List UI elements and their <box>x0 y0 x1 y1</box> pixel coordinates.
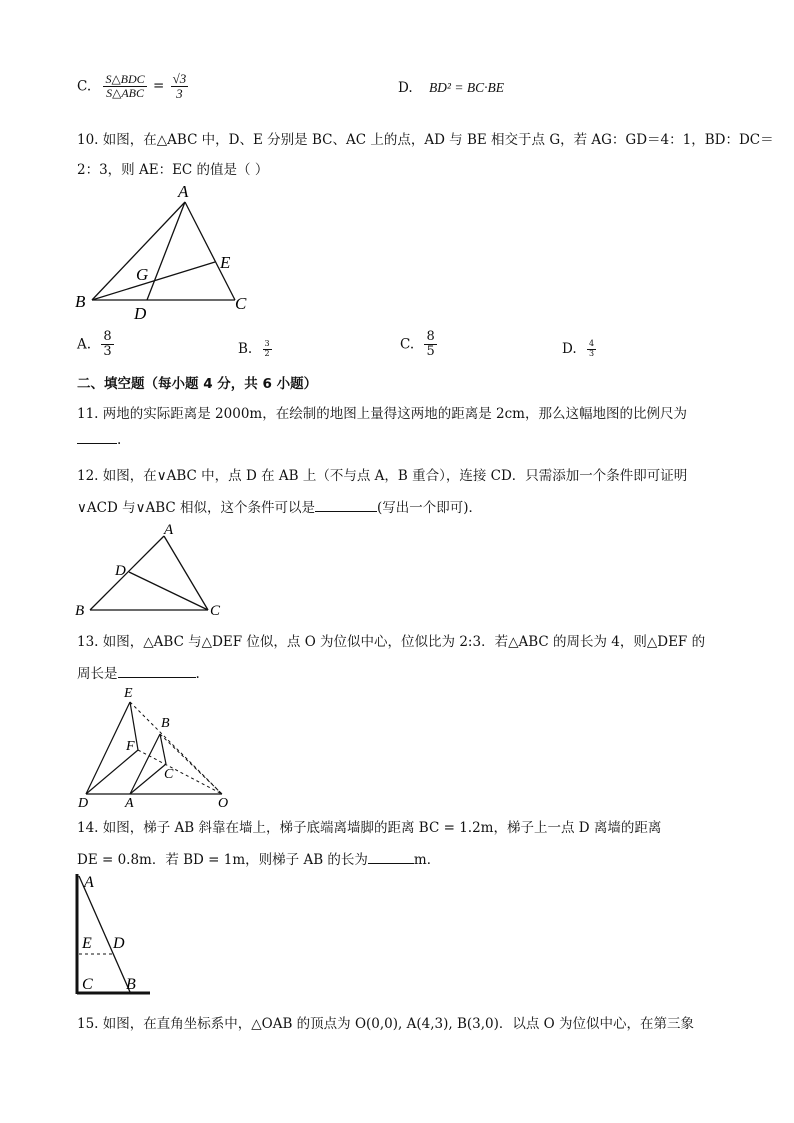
ladder-ab <box>79 876 130 992</box>
fraction-numerator: 4 <box>588 339 595 348</box>
q12-triangle-figure <box>72 518 232 618</box>
fraction-numerator: 3 <box>264 339 270 348</box>
option-label: D. <box>562 340 577 357</box>
period: . <box>117 432 122 448</box>
label-g: G <box>136 265 149 284</box>
q10-option-c <box>400 330 437 360</box>
fraction-numerator: √3 <box>172 71 187 86</box>
q14-ladder-figure <box>70 868 160 1000</box>
label-d: D <box>115 563 126 579</box>
q13-text-line2 <box>77 662 200 682</box>
label-d: D <box>134 304 147 323</box>
option-label: D. <box>398 80 413 96</box>
option-fraction <box>587 340 596 359</box>
side-ab <box>90 536 164 610</box>
q10-option-b <box>238 340 272 359</box>
q14-text-line2 <box>77 848 440 868</box>
q13-homothety-figure <box>72 682 242 810</box>
label-b: B <box>161 716 170 731</box>
label-a: A <box>178 182 189 201</box>
sqrt3-over-3-fraction <box>171 72 189 102</box>
option-fraction <box>263 340 272 359</box>
label-b: B <box>75 292 86 311</box>
area-ratio-fraction <box>103 73 146 100</box>
label-c: C <box>82 976 93 993</box>
fraction-denominator: 3 <box>103 344 112 360</box>
label-a: A <box>84 874 94 891</box>
option-fraction <box>101 330 113 360</box>
q12-text-part: ∨ACD 与∨ABC 相似，这个条件可以是 <box>77 500 315 516</box>
segment-ad <box>147 202 185 300</box>
q15-text-line1: 15. 如图，在直角坐标系中，△OAB 的顶点为 O(0,0), A(4,3), B(3,0)．以点 O 为位似中心，在第三象 <box>77 1016 695 1032</box>
side-ac <box>185 202 235 300</box>
q10-triangle-figure <box>70 182 260 324</box>
q9-option-c <box>77 72 188 102</box>
fraction-denominator: 2 <box>264 348 270 358</box>
side-de <box>86 702 130 794</box>
label-d: D <box>78 796 89 810</box>
ray-ob <box>160 734 222 794</box>
q10-option-d <box>562 340 596 359</box>
option-fraction <box>424 330 436 360</box>
fraction-numerator: S△BDC <box>105 72 145 87</box>
q9-option-d <box>398 80 504 96</box>
fraction-denominator: 5 <box>426 344 435 360</box>
label-a: A <box>125 796 134 810</box>
q12-text-line1: 12. 如图，在∨ABC 中，点 D 在 AB 上（不与点 A，B 重合），连接 CD．只需添加一个条件即可证明 <box>77 468 688 484</box>
period: . <box>195 666 200 682</box>
q10-text-line2: 2：3，则 AE：EC 的值是（ ） <box>77 162 269 178</box>
q14-text-part: DE = 0.8m．若 BD = 1m，则梯子 AB 的长为 <box>77 852 368 868</box>
label-c: C <box>210 603 221 618</box>
q11-text-line1: 11. 两地的实际距离是 2000m，在绘制的地图上量得这两地的距离是 2cm，那么这幅地图的比例尺为 <box>77 406 687 422</box>
option-label: A. <box>77 336 92 353</box>
side-ac <box>130 764 166 794</box>
q12-text-line2 <box>77 496 482 516</box>
q10-option-a <box>77 330 114 360</box>
fraction-denominator: 3 <box>588 348 595 358</box>
answer-blank[interactable] <box>315 511 377 512</box>
q12-text-part: (写出一个即可)． <box>377 500 483 516</box>
section-heading: 二、填空题（每小题 4 分，共 6 小题） <box>77 376 318 392</box>
q14-text-part: m． <box>413 852 441 868</box>
label-e: E <box>82 935 92 952</box>
label-d: D <box>113 935 125 952</box>
side-df <box>86 750 138 794</box>
label-c: C <box>164 767 174 782</box>
fraction-numerator: 8 <box>426 329 435 344</box>
label-b: B <box>75 603 85 618</box>
q11-text-line2 <box>77 432 121 448</box>
equals-sign: = <box>152 78 165 95</box>
q13-text-part: 周长是 <box>77 666 118 682</box>
option-label: B. <box>238 340 253 357</box>
ray-of <box>138 750 222 794</box>
fraction-denominator: S△ABC <box>106 86 144 101</box>
option-label: C. <box>77 78 92 95</box>
q10-text-line1: 10. 如图，在△ABC 中，D、E 分别是 BC、AC 上的点，AD 与 BE 相交于点 G，若 AG：GD＝4：1，BD：DC＝ <box>77 132 774 148</box>
label-c: C <box>235 294 247 313</box>
answer-blank[interactable] <box>118 677 196 678</box>
label-e: E <box>220 253 231 272</box>
q13-text-line1: 13. 如图，△ABC 与△DEF 位似，点 O 为位似中心，位似比为 2:3．若△ABC 的周长为 4，则△DEF 的 <box>77 634 706 650</box>
label-e: E <box>124 686 133 701</box>
q14-text-line1: 14. 如图，梯子 AB 斜靠在墙上，梯子底端离墙脚的距离 BC = 1.2m，梯子上一点 D 离墙的距离 <box>77 820 662 836</box>
answer-blank[interactable] <box>77 443 117 444</box>
fraction-denominator: 3 <box>176 86 183 102</box>
label-a: A <box>164 522 174 538</box>
fraction-numerator: 8 <box>103 329 112 344</box>
label-o: O <box>218 796 229 810</box>
option-expression: BD² = BC·BE <box>428 80 504 95</box>
label-f: F <box>126 739 135 754</box>
answer-blank[interactable] <box>368 863 414 864</box>
label-b: B <box>126 976 136 993</box>
option-label: C. <box>400 336 415 353</box>
